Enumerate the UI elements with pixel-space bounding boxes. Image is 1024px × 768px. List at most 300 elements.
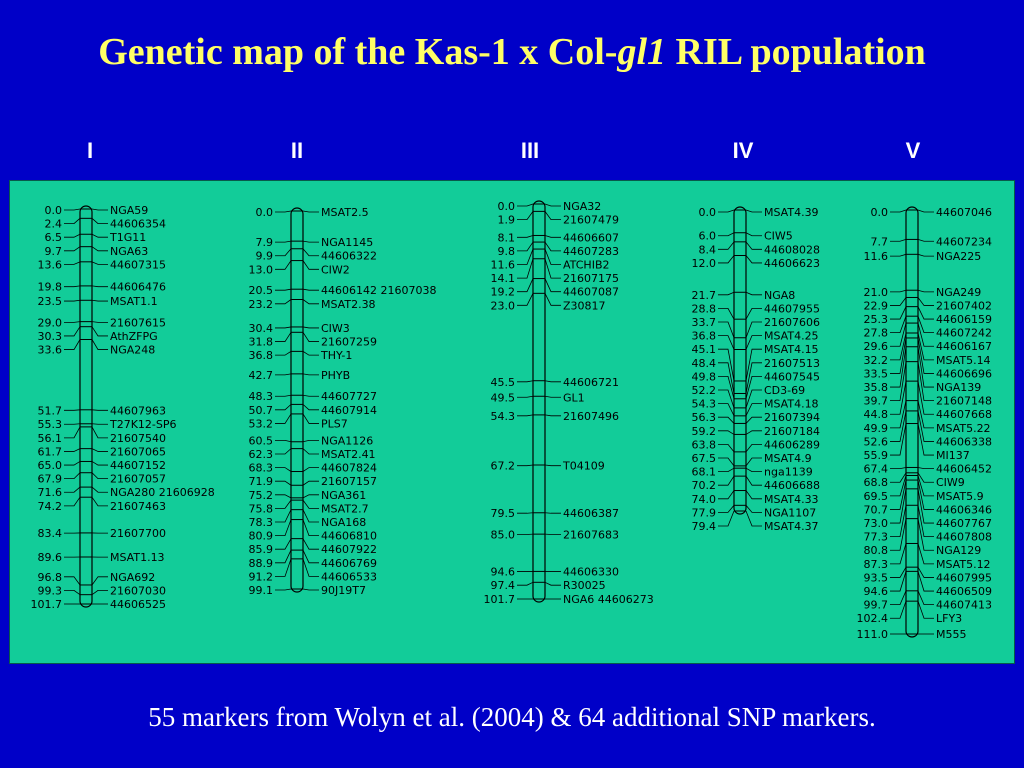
- marker-connector-right: [746, 505, 762, 512]
- marker-position: 2.4: [44, 217, 62, 231]
- marker-position: 1.9: [497, 213, 515, 227]
- marker-position: 49.5: [490, 391, 515, 405]
- marker-connector-right: [92, 247, 108, 251]
- marker-name: NGA139: [936, 381, 982, 395]
- marker: [692, 452, 812, 466]
- marker-connector-left: [275, 500, 291, 508]
- marker-name: M555: [936, 628, 967, 641]
- marker: [45, 231, 147, 244]
- marker-connector-left: [64, 327, 80, 336]
- marker-connector-left: [718, 292, 734, 295]
- marker-position: 75.8: [248, 502, 273, 516]
- marker-position: 68.8: [863, 476, 888, 490]
- marker-position: 48.3: [248, 390, 273, 404]
- marker-position: 75.2: [248, 488, 273, 502]
- marker-name: MSAT5.14: [936, 353, 991, 367]
- marker-connector-left: [890, 381, 906, 414]
- marker-name: 44607315: [110, 258, 166, 272]
- marker-connector-right: [92, 218, 108, 223]
- marker-position: 87.3: [863, 557, 888, 571]
- marker-connector-right: [303, 481, 319, 485]
- marker-connector-right: [918, 571, 934, 591]
- marker-position: 71.9: [248, 475, 273, 489]
- title-italic: gl1: [617, 31, 667, 73]
- marker-connector-left: [718, 491, 734, 499]
- chromosome-bar: [291, 208, 303, 592]
- marker-name: 21607606: [764, 316, 820, 329]
- marker-connector-right: [303, 289, 319, 290]
- marker-position: 62.3: [248, 448, 273, 461]
- marker-name: 21607394: [764, 411, 820, 425]
- marker-position: 59.2: [691, 424, 716, 438]
- marker-position: 96.8: [37, 570, 62, 584]
- marker-name: CIW9: [936, 476, 965, 490]
- chromosome-I: [31, 204, 215, 611]
- marker: [249, 284, 437, 297]
- marker-name: MSAT4.9: [764, 452, 812, 465]
- marker-connector-right: [303, 351, 319, 355]
- marker-position: 9.8: [497, 244, 515, 258]
- marker-connector-right: [92, 322, 108, 323]
- marker-name: 44606159: [936, 313, 992, 327]
- marker: [249, 404, 378, 417]
- marker-name: 21607479: [563, 213, 619, 227]
- marker: [38, 584, 167, 597]
- marker-name: R30025: [563, 579, 606, 593]
- marker: [249, 332, 378, 348]
- marker-name: 44607668: [936, 408, 992, 422]
- marker: [249, 434, 374, 447]
- slide-title: [0, 30, 1024, 74]
- marker: [249, 448, 376, 461]
- marker-connector-right: [545, 396, 561, 397]
- marker-name: MSAT5.12: [936, 557, 991, 571]
- marker-name: 21607065: [110, 445, 166, 459]
- marker-connector-right: [303, 241, 319, 242]
- marker: [498, 200, 602, 213]
- marker-connector-left: [517, 242, 533, 251]
- marker-connector-right: [918, 543, 934, 563]
- marker-position: 21.0: [863, 285, 888, 299]
- marker-connector-left: [890, 307, 906, 319]
- marker-position: 23.0: [490, 299, 515, 313]
- marker-position: 19.8: [37, 280, 62, 294]
- marker: [699, 206, 819, 219]
- marker-position: 29.0: [37, 316, 62, 330]
- marker-connector-right: [746, 491, 762, 499]
- chromosome-label-I: I: [86, 138, 94, 163]
- marker-position: 70.7: [863, 503, 888, 517]
- marker-connector-left: [890, 290, 906, 292]
- marker-name: NGA248: [110, 343, 156, 357]
- marker-connector-left: [718, 505, 734, 512]
- marker-connector-right: [746, 308, 762, 319]
- marker-position: 99.7: [863, 598, 888, 612]
- marker: [249, 261, 350, 277]
- marker-connector-right: [746, 417, 762, 423]
- marker-position: 67.2: [490, 459, 515, 473]
- marker-name: CIW3: [321, 321, 350, 335]
- marker: [692, 505, 817, 519]
- marker: [491, 460, 605, 473]
- marker-name: NGA249: [936, 285, 982, 299]
- marker: [692, 255, 821, 269]
- marker-name: 44607963: [110, 404, 166, 418]
- marker-connector-right: [918, 297, 934, 305]
- marker-connector-right: [918, 467, 934, 468]
- marker-connector-right: [92, 262, 108, 265]
- marker-name: 44606330: [563, 565, 619, 579]
- marker-position: 12.0: [691, 256, 716, 270]
- marker-connector-left: [890, 297, 906, 305]
- marker-name: 44606533: [321, 570, 377, 584]
- marker-name: 44606525: [110, 598, 166, 611]
- marker-name: 44607046: [936, 206, 992, 219]
- marker-name: 44607727: [321, 390, 377, 404]
- marker-connector-right: [303, 332, 319, 341]
- marker: [871, 206, 993, 219]
- marker: [249, 390, 378, 403]
- marker-name: MSAT4.15: [764, 343, 819, 357]
- marker-connector-left: [718, 242, 734, 249]
- title-suffix: RIL population: [666, 31, 926, 73]
- marker-name: 44606142 21607038: [321, 284, 437, 298]
- marker: [249, 349, 353, 362]
- marker-position: 55.9: [863, 449, 888, 463]
- marker-position: 8.1: [497, 231, 515, 245]
- marker-name: 21607148: [936, 394, 992, 408]
- marker-connector-left: [64, 449, 80, 452]
- marker-connector-right: [545, 582, 561, 585]
- marker-position: 77.9: [691, 506, 716, 520]
- marker-name: 44606387: [563, 507, 619, 521]
- marker-position: 70.2: [691, 479, 716, 493]
- marker-name: 44606696: [936, 367, 992, 381]
- marker: [699, 242, 821, 256]
- marker-connector-right: [746, 404, 762, 416]
- marker-name: 21607030: [110, 584, 166, 598]
- marker: [491, 528, 620, 541]
- marker-position: 45.5: [490, 375, 515, 389]
- marker-connector-left: [64, 247, 80, 251]
- marker-connector-left: [64, 322, 80, 323]
- marker-position: 14.1: [490, 272, 515, 286]
- marker: [256, 249, 378, 263]
- marker-position: 31.8: [248, 335, 273, 349]
- marker: [38, 327, 158, 343]
- marker-name: 44607087: [563, 285, 619, 299]
- marker-connector-right: [918, 591, 934, 605]
- marker-name: 21607184: [764, 424, 820, 438]
- marker-position: 25.3: [863, 313, 888, 327]
- chromosome-II: [249, 206, 437, 597]
- marker-position: 67.5: [691, 452, 716, 465]
- marker-name: T04109: [563, 459, 605, 473]
- marker-name: 44607413: [936, 598, 992, 612]
- marker-name: 21607157: [321, 475, 377, 489]
- marker-position: 68.3: [248, 461, 273, 475]
- marker-connector-left: [718, 308, 734, 319]
- marker-connector-right: [92, 487, 108, 492]
- marker-name: 44607283: [563, 244, 619, 258]
- marker-connector-right: [303, 449, 319, 454]
- marker-connector-left: [275, 550, 291, 563]
- marker: [38, 404, 167, 417]
- marker: [38, 418, 177, 431]
- marker-connector-left: [718, 417, 734, 423]
- marker-connector-right: [545, 235, 561, 237]
- marker-connector-right: [92, 234, 108, 237]
- marker: [498, 231, 620, 244]
- marker-connector-right: [746, 511, 762, 526]
- title-prefix: Genetic map of the Kas-1 x Col-: [98, 31, 618, 73]
- marker-connector-left: [275, 249, 291, 256]
- marker-connector-left: [517, 381, 533, 382]
- marker-position: 9.9: [255, 249, 273, 263]
- marker-connector-right: [92, 427, 108, 438]
- marker-connector-right: [303, 374, 319, 375]
- marker: [38, 497, 167, 513]
- marker: [38, 316, 167, 329]
- marker-position: 79.5: [490, 507, 515, 521]
- marker-connector-left: [275, 289, 291, 290]
- marker: [692, 491, 819, 506]
- marker-connector-left: [64, 209, 80, 210]
- marker-connector-right: [545, 259, 561, 278]
- marker-position: 42.7: [248, 368, 273, 382]
- marker: [249, 298, 376, 311]
- marker-name: 44606354: [110, 217, 166, 231]
- marker-connector-left: [517, 465, 533, 466]
- marker-connector-right: [303, 327, 319, 328]
- marker-name: 44606623: [764, 256, 820, 270]
- marker-connector-left: [890, 473, 906, 482]
- marker-name: ATCHIB2: [563, 258, 610, 272]
- marker-connector-left: [275, 468, 291, 472]
- marker-connector-left: [275, 510, 291, 522]
- marker-connector-right: [746, 292, 762, 295]
- marker-name: NGA692: [110, 570, 156, 584]
- marker-connector-right: [918, 381, 934, 414]
- marker-name: Z30817: [563, 299, 606, 313]
- chromosome-III: [484, 200, 654, 606]
- marker: [256, 206, 369, 219]
- marker-name: MSAT2.7: [321, 502, 369, 516]
- marker-name: MSAT4.25: [764, 329, 819, 343]
- marker-name: MSAT4.18: [764, 397, 819, 411]
- marker-name: 44607234: [936, 235, 992, 249]
- marker-position: 71.6: [37, 486, 62, 500]
- marker-name: 21607402: [936, 299, 992, 313]
- marker-position: 101.7: [483, 593, 515, 606]
- marker-connector-right: [746, 476, 762, 485]
- marker-connector-right: [303, 211, 319, 212]
- marker-connector-left: [718, 511, 734, 526]
- marker-connector-right: [746, 431, 762, 435]
- chromosome-bar: [80, 206, 92, 607]
- marker-position: 9.7: [44, 244, 62, 258]
- marker-connector-right: [92, 286, 108, 287]
- marker-connector-left: [890, 591, 906, 605]
- genetic-map-svg: [10, 181, 1016, 665]
- marker-name: NGA63: [110, 244, 149, 258]
- marker: [38, 281, 167, 294]
- marker-connector-right: [303, 550, 319, 563]
- marker-connector-left: [275, 261, 291, 270]
- marker: [864, 250, 982, 263]
- chromosome-IV: [692, 206, 821, 533]
- marker: [484, 593, 654, 606]
- marker-position: 27.8: [863, 326, 888, 340]
- marker: [249, 500, 369, 515]
- marker-connector-left: [275, 241, 291, 242]
- marker-position: 13.0: [248, 263, 273, 277]
- marker-connector-right: [303, 468, 319, 472]
- marker-name: 44606769: [321, 556, 377, 570]
- marker-connector-left: [275, 327, 291, 328]
- marker-position: 23.2: [248, 297, 273, 311]
- marker-position: 50.7: [248, 403, 273, 417]
- marker-position: 13.6: [37, 258, 62, 272]
- marker-name: AthZFPG: [110, 329, 158, 343]
- marker-connector-left: [64, 262, 80, 265]
- marker-position: 20.5: [248, 284, 273, 298]
- marker-connector-left: [718, 336, 734, 350]
- marker-name: LFY3: [936, 612, 963, 626]
- marker: [692, 425, 821, 438]
- marker-connector-left: [718, 255, 734, 262]
- marker-name: 21607496: [563, 409, 619, 423]
- marker: [249, 462, 378, 475]
- marker-connector-right: [303, 261, 319, 270]
- marker-connector-left: [890, 543, 906, 563]
- marker-connector-left: [517, 259, 533, 278]
- marker-connector-left: [718, 210, 734, 212]
- marker-connector-right: [92, 497, 108, 506]
- marker-connector-left: [64, 461, 80, 465]
- marker: [38, 459, 167, 472]
- marker-connector-left: [64, 427, 80, 438]
- marker-connector-right: [303, 539, 319, 550]
- marker-position: 8.4: [698, 243, 716, 257]
- chromosome-bar: [906, 207, 918, 637]
- marker-name: NGA361: [321, 488, 367, 502]
- marker-connector-left: [718, 458, 734, 466]
- marker-connector-right: [746, 444, 762, 451]
- marker: [498, 211, 620, 226]
- marker-name: 21607175: [563, 272, 619, 286]
- marker-position: 69.5: [863, 489, 888, 503]
- marker-name: MSAT5.9: [936, 489, 984, 503]
- marker-connector-right: [746, 233, 762, 236]
- marker-position: 97.4: [490, 579, 515, 593]
- marker: [692, 411, 821, 424]
- marker-connector-right: [92, 590, 108, 594]
- marker-position: 11.6: [863, 250, 888, 264]
- marker-name: MSAT2.41: [321, 448, 376, 461]
- marker-connector-left: [890, 210, 906, 212]
- marker-name: NGA280 21606928: [110, 486, 215, 500]
- marker-position: 23.5: [37, 295, 62, 309]
- marker-connector-right: [746, 255, 762, 262]
- marker-connector-right: [746, 336, 762, 350]
- marker-position: 67.9: [37, 472, 62, 486]
- marker-connector-right: [746, 242, 762, 249]
- marker-connector-left: [275, 495, 291, 498]
- marker-position: 102.4: [856, 612, 888, 626]
- marker-connector-left: [275, 332, 291, 341]
- marker-position: 49.9: [863, 421, 888, 435]
- marker-connector-left: [64, 340, 80, 350]
- marker-connector-right: [545, 211, 561, 219]
- marker: [864, 463, 993, 476]
- marker-connector-left: [718, 390, 734, 408]
- marker-connector-left: [275, 374, 291, 375]
- marker-name: NGA129: [936, 544, 982, 558]
- marker-connector-left: [64, 497, 80, 506]
- footer-note: 55 markers from Wolyn et al. (2004) & 64 additional SNP markers.: [148, 702, 876, 732]
- marker-position: 33.6: [37, 343, 62, 357]
- marker-name: 44606452: [936, 462, 992, 476]
- marker-connector-right: [92, 340, 108, 350]
- marker: [491, 391, 585, 404]
- marker-position: 56.1: [37, 431, 62, 445]
- marker-connector-right: [303, 440, 319, 441]
- marker-name: THY-1: [321, 349, 353, 363]
- marker-position: 0.0: [255, 206, 273, 219]
- marker-name: NGA168: [321, 516, 367, 529]
- marker-position: 65.0: [37, 459, 62, 473]
- marker-name: 21607615: [110, 316, 166, 330]
- chromosome-label-III: III: [520, 138, 540, 163]
- marker: [256, 236, 374, 249]
- marker: [857, 628, 967, 641]
- marker-position: 6.0: [698, 229, 716, 243]
- marker-name: T27K12-SP6: [110, 418, 177, 432]
- marker-name: MSAT5.22: [936, 421, 991, 435]
- marker: [45, 218, 167, 231]
- marker-position: 91.2: [248, 570, 273, 584]
- marker-connector-left: [517, 204, 533, 206]
- marker-position: 0.0: [698, 206, 716, 219]
- marker-connector-right: [92, 449, 108, 452]
- marker-connector-left: [275, 481, 291, 485]
- marker: [491, 507, 620, 520]
- marker-position: 36.8: [691, 329, 716, 343]
- marker-connector-right: [545, 465, 561, 466]
- marker-connector-right: [303, 404, 319, 409]
- marker: [692, 438, 821, 451]
- marker-connector-left: [517, 279, 533, 292]
- marker-name: 44606688: [764, 479, 820, 493]
- marker-position: 51.7: [37, 404, 62, 418]
- marker-connector-left: [64, 218, 80, 223]
- marker-position: 45.1: [691, 343, 716, 357]
- marker-connector-right: [746, 468, 762, 471]
- marker-position: 68.1: [691, 465, 716, 479]
- chromosome-bar: [533, 201, 545, 602]
- marker-name: 44607767: [936, 517, 992, 531]
- marker-connector-left: [64, 577, 80, 585]
- marker-name: CIW5: [764, 229, 793, 243]
- marker-connector-left: [517, 211, 533, 219]
- marker-name: 21607683: [563, 528, 619, 542]
- marker-position: 36.8: [248, 349, 273, 363]
- marker-connector-right: [545, 204, 561, 206]
- marker-connector-right: [545, 293, 561, 305]
- marker-position: 30.3: [37, 329, 62, 343]
- marker: [38, 571, 156, 585]
